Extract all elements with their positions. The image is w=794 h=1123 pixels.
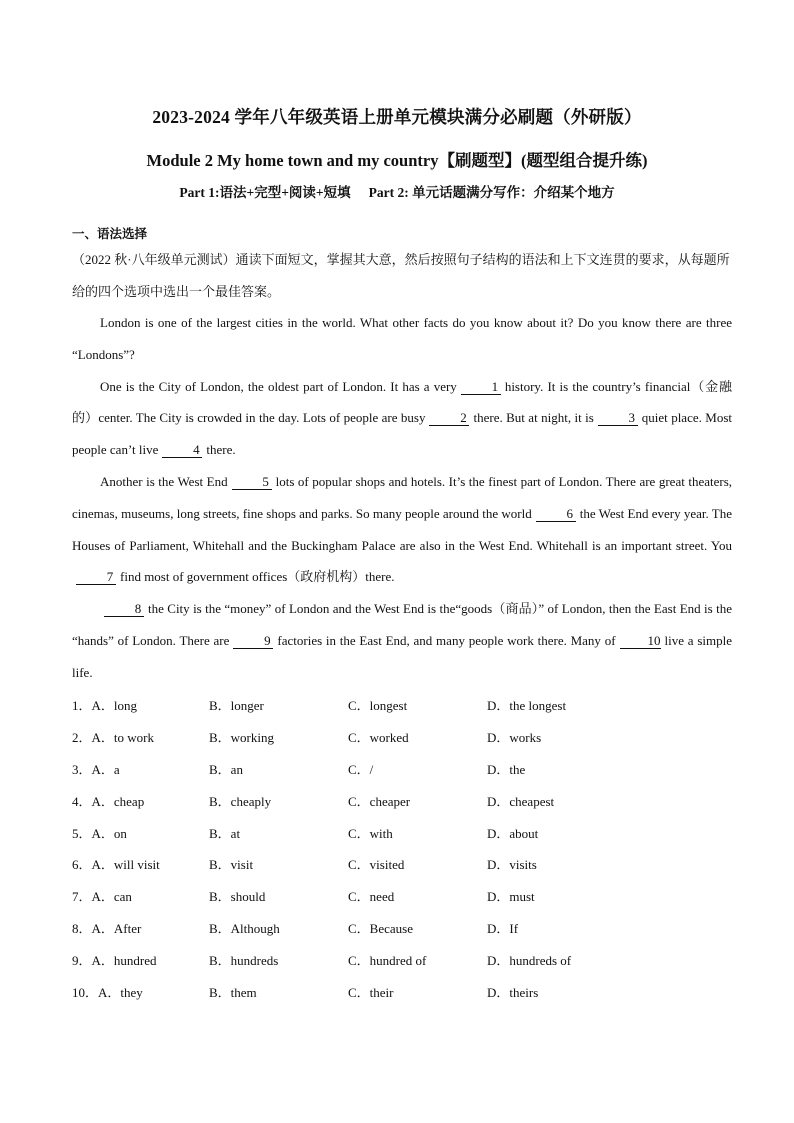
answer-options [72,689,732,1007]
option-d: D．hundreds of [487,952,572,968]
option-a: 8．A．After [72,920,142,936]
module-subtitle: Module 2 My home town and my country【刷题型】(题型组合提升练) [146,151,648,170]
option-d: D．theirs [487,984,539,1000]
option-b: B．cheaply [209,793,272,809]
option-b: B．hundreds [209,952,279,968]
blank-1: 1 [461,379,501,395]
option-d: D．the [487,761,526,777]
blank-4: 4 [162,442,202,458]
option-c: C．visited [348,857,405,873]
option-c: C．their [348,984,394,1000]
part2-label: Part 2: 单元话题满分写作：介绍某个地方 [368,185,615,200]
option-a: 2．A．to work [72,730,154,746]
blank-6: 6 [536,506,576,522]
option-d: D．If [487,920,519,936]
question-row-9 [72,943,732,975]
document-title: 2023-2024 学年八年级英语上册单元模块满分必刷题（外研版） [152,107,642,127]
option-a: 9．A．hundred [72,952,157,968]
option-b: B．them [209,984,257,1000]
option-c: C．longest [348,698,408,714]
option-a: 7．A．can [72,889,132,905]
option-c: C．need [348,889,395,905]
reading-passage [72,307,732,689]
part1-label: Part 1:语法+完型+阅读+短填 [179,185,351,200]
option-d: D．cheapest [487,793,555,809]
option-d: D．the longest [487,698,567,714]
question-row-7 [72,880,732,912]
passage-paragraph-4: 8 the City is the “money” of London and the West End is the“goods（商品）” of London, then the East End is the “hands” of London. There are 9 factories in the East End, and many people work there. Many of 10 live a simple life. [72,601,732,680]
passage-paragraph-1: London is one of the largest cities in the world. What other facts do you know about it? Do you know there are three “Londons”? [72,315,732,362]
option-b: B．visit [209,857,254,873]
option-c: C．cheaper [348,793,411,809]
option-c: C．/ [348,761,374,777]
section-instructions [72,244,732,308]
blank-3: 3 [598,410,638,426]
option-d: D．visits [487,857,537,873]
option-c: C．hundred of [348,952,427,968]
option-c: C．worked [348,730,409,746]
option-b: B．at [209,825,241,841]
question-row-10 [72,975,732,1007]
option-c: C．Because [348,920,413,936]
option-a: 4．A．cheap [72,793,145,809]
option-a: 6．A．will visit [72,857,160,873]
option-d: D．works [487,730,542,746]
passage-paragraph-2: One is the City of London, the oldest part of London. It has a very 1 history. It is the country’s financial（金融的）center. The City is crowded in the day. Lots of people are busy 2 there. But at night, it is 3 quiet place. Most people can’t live 4 there. [72,378,733,458]
option-c: C．with [348,825,393,841]
option-b: B．an [209,761,243,777]
option-a: 5．A．on [72,825,127,841]
option-a: 10．A．they [72,984,143,1000]
option-a: 1．A．long [72,698,138,714]
blank-7: 7 [76,569,116,585]
option-b: B．working [209,730,275,746]
blank-10: 10 [620,633,661,649]
option-a: 3．A．a [72,761,120,777]
section-heading: 一、语法选择 [72,227,148,241]
parts-line [0,181,794,201]
option-d: D．must [487,889,535,905]
option-b: B．should [209,889,266,905]
question-row-3 [72,753,732,785]
instructions-text: （2022 秋·八年级单元测试）通读下面短文，掌握其大意，然后按照句子结构的语法和上下文连贯的要求，从每题所给的四个选项中选出一个最佳答案。 [72,252,730,299]
passage-paragraph-3: Another is the West End 5 lots of popular shops and hotels. It’s the finest part of London. There are great theaters, cinemas, museums, long streets, fine shops and parks. So many people around the world 6 the West End every year. The Houses of Parliament, Whitehall and the Buckingham Palace are also in the West End. Whitehall is an important street. You7 find most of government offices（政府机构）there. [72,473,733,585]
option-b: B．Although [209,920,280,936]
question-row-8 [72,912,732,944]
question-row-1 [72,689,732,721]
question-row-4 [72,784,732,816]
option-d: D．about [487,825,539,841]
blank-5: 5 [232,474,272,490]
question-row-2 [72,721,732,753]
blank-8: 8 [104,601,144,617]
question-row-5 [72,816,732,848]
option-b: B．longer [209,698,264,714]
blank-9: 9 [233,633,273,649]
question-row-6 [72,848,732,880]
blank-2: 2 [429,410,469,426]
